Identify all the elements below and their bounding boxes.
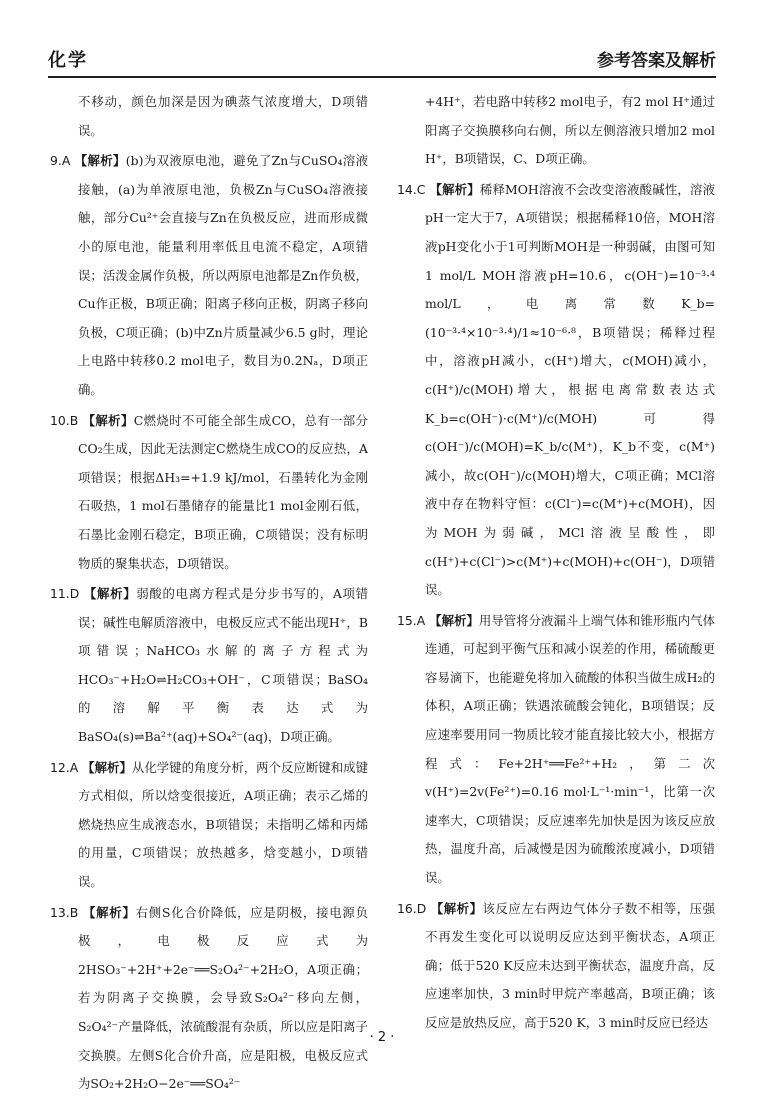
answer-item: [50, 754, 368, 897]
answer-text: C燃烧时不可能全部生成CO，总有一部分CO₂生成，因此无法测定C燃烧生成CO的反应热，A项错误；根据ΔH₃=+1.9 kJ/mol，石墨转化为金刚石吸热，1 mol石墨储存的能量比1 mol金刚石低，石墨比金刚石稳定，B项正确，C项错误；没有标明物质的聚集状态，D项错误。: [78, 412, 368, 571]
answer-number: 14.C: [397, 181, 426, 197]
answer-item: [397, 607, 715, 893]
answer-text: 弱酸的电离方程式是分步书写的，A项错误；碱性电解质溶液中，电极反应式不能出现H⁺，B项错误；NaHCO₃水解的离子方程式为HCO₃⁻+H₂O⇌H₂CO₃+OH⁻，C项错误；BaSO₄的溶解平衡表达式为BaSO₄(s)⇌Ba²⁺(aq)+SO₄²⁻(aq)，D项正确。: [78, 586, 368, 745]
analysis-tag: 【解析】: [83, 586, 137, 602]
answer-number: 13.B: [50, 904, 79, 920]
continuation-paragraph: [397, 88, 715, 174]
page-header: [48, 42, 716, 78]
subject-title: 化学: [48, 50, 88, 71]
answer-item: [397, 176, 715, 605]
answer-number: 12.A: [50, 759, 79, 775]
paragraph-text: 不移动，颜色加深是因为碘蒸气浓度增大，D项错误。: [78, 94, 368, 138]
answer-text: 用导管将分液漏斗上端气体和锥形瓶内气体连通，可起到平衡气压和减小误差的作用，稀硫酸更容易滴下，也能避免将加入硫酸的体积当做生成H₂的体积，A项正确；铁遇浓硫酸会钝化，B项错误；反应速率要用同一物质比较才能直接比较大小，根据方程式：Fe+2H⁺══Fe²⁺+H₂，第二次v(H⁺)=2v(Fe²⁺)=0.16 mol·L⁻¹·min⁻¹，比第一次速率大，C项错误；反应速率先加快是因为该反应放热，温度升高，后减慢是因为硫酸浓度减小，D项错误。: [425, 612, 715, 886]
answer-number: 9.A: [50, 153, 71, 169]
answer-text: 从化学键的角度分析，两个反应断键和成键方式相似，所以焓变很接近，A项正确；表示乙烯的燃烧热应生成液态水，B项错误；未指明乙烯和丙烯的用量，C项错误；放热越多，焓变越小，D项错误。: [78, 759, 368, 890]
analysis-tag: 【解析】: [82, 412, 134, 428]
answer-item: [50, 147, 368, 404]
answer-text: 稀释MOH溶液不会改变溶液酸碱性，溶液pH一定大于7，A项错误；根据稀释10倍，MOH溶液pH变化小于1可判断MOH是一种弱碱，由图可知1 mol/L MOH溶液pH=10.6，c(OH⁻)=10⁻³·⁴ mol/L，电离常数K_b=(10⁻³·⁴×10⁻³·⁴)/1≈10⁻⁶·⁸，B项错误；稀释过程中，溶液pH减小，c(H⁺)增大，c(MOH)减小，c(H⁺)/c(MOH)增大，根据电离常数表达式K_b=c(OH⁻)·c(M⁺)/c(MOH)可得c(OH⁻)/c(MOH)=K_b/c(M⁺)，K_b不变，c(M⁺)减小，故c(OH⁻)/c(MOH)增大，C项正确；MCl溶液中存在物料守恒：c(Cl⁻)=c(M⁺)+c(MOH)，因为MOH为弱碱，MCl溶液呈酸性，即c(H⁺)+c(Cl⁻)>c(M⁺)+c(MOH)+c(OH⁻)，D项错误。: [425, 181, 715, 598]
answer-number: 10.B: [50, 412, 79, 428]
answer-item: [50, 899, 368, 1099]
answer-item: [397, 895, 715, 1038]
analysis-tag: 【解析】: [82, 759, 132, 775]
page-number: · 2 ·: [369, 1030, 395, 1045]
right-column: [397, 88, 715, 1040]
paragraph-text: +4H⁺，若电路中转移2 mol电子，有2 mol H⁺通过阳离子交换膜移向右侧，所以左侧溶液只增加2 mol H⁺，B项错误，C、D项正确。: [425, 94, 715, 167]
document-title: 参考答案及解析: [597, 51, 716, 71]
answer-item: [50, 580, 368, 752]
answer-text: 该反应左右两边气体分子数不相等，压强不再发生变化可以说明反应达到平衡状态，A项正确；低于520 K反应未达到平衡状态，温度升高，反应速率加快，3 min时甲烷产率越高，B项正确；该反应是放热反应，高于520 K，3 min时反应已经达: [425, 900, 715, 1030]
answer-number: 16.D: [397, 900, 427, 916]
left-column: [50, 88, 368, 1101]
answer-text: (b)为双液原电池，避免了Zn与CuSO₄溶液接触，(a)为单液原电池，负极Zn与CuSO₄溶液接触，部分Cu²⁺会直接与Zn在负极反应，进而形成微小的原电池，能量利用率低且电流不稳定，A项错误；活泼金属作负极，所以两原电池都是Zn作负极，Cu作正极，B项正确；阳离子移向正极，阴离子移向负极，C项正确；(b)中Zn片质量减少6.5 g时，理论上电路中转移0.2 mol电子，数目为0.2Nₐ，D项正确。: [78, 153, 369, 397]
analysis-tag: 【解析】: [430, 900, 483, 916]
answer-text: 右侧S化合价降低，应是阴极，接电源负极，电极反应式为2HSO₃⁻+2H⁺+2e⁻══S₂O₄²⁻+2H₂O，A项正确；若为阴离子交换膜，会导致S₂O₄²⁻移向左侧，S₂O₄²⁻产量降低，浓硫酸混有杂质，所以应是阳离子交换膜。左侧S化合价升高，应是阳极，电极反应式为SO₂+2H₂O−2e⁻══SO₄²⁻: [78, 904, 368, 1092]
analysis-tag: 【解析】: [429, 612, 479, 628]
answer-number: 11.D: [50, 586, 80, 602]
answer-number: 15.A: [397, 612, 426, 628]
analysis-tag: 【解析】: [429, 181, 480, 197]
answer-item: [50, 407, 368, 579]
analysis-tag: 【解析】: [82, 904, 136, 920]
analysis-tag: 【解析】: [74, 153, 126, 169]
continuation-paragraph: [50, 88, 368, 145]
